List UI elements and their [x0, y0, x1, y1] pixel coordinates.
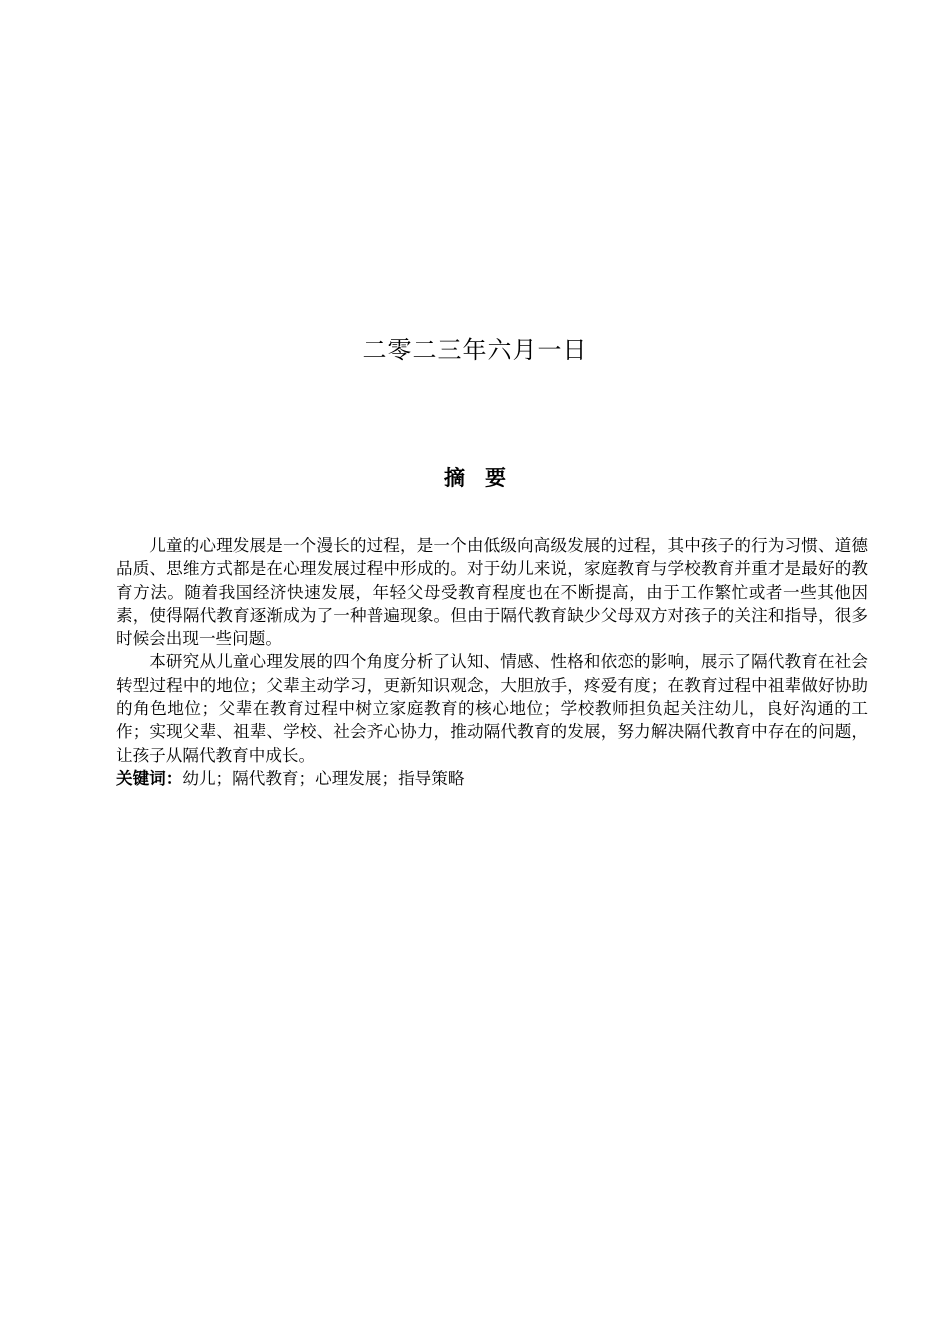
keywords-line — [116, 767, 868, 790]
abstract-title: 摘要 — [444, 466, 526, 490]
abstract-body — [116, 534, 868, 790]
abstract-paragraph-1: 儿童的心理发展是一个漫长的过程，是一个由低级向高级发展的过程，其中孩子的行为习惯、道德品质、思维方式都是在心理发展过程中形成的。对于幼儿来说，家庭教育与学校教育并重才是最好的教育方法。随着我国经济快速发展，年轻父母受教育程度也在不断提高，由于工作繁忙或者一些其他因素，使得隔代教育逐渐成为了一种普遍现象。但由于隔代教育缺少父母双方对孩子的关注和指导，很多时候会出现一些问题。 — [116, 536, 868, 649]
document-date: 二零二三年六月一日 — [362, 336, 588, 364]
keywords-text: 幼儿；隔代教育；心理发展；指导策略 — [182, 768, 465, 788]
abstract-paragraph-2: 本研究从儿童心理发展的四个角度分析了认知、情感、性格和依恋的影响，展示了隔代教育在社会转型过程中的地位；父辈主动学习，更新知识观念，大胆放手，疼爱有度；在教育过程中祖辈做好协助的角色地位；父辈在教育过程中树立家庭教育的核心地位；学校教师担负起关注幼儿，良好沟通的工作；实现父辈、祖辈、学校、社会齐心协力，推动隔代教育的发展，努力解决隔代教育中存在的问题，让孩子从隔代教育中成长。 — [116, 652, 868, 765]
keywords-label: 关键词： — [116, 768, 183, 788]
